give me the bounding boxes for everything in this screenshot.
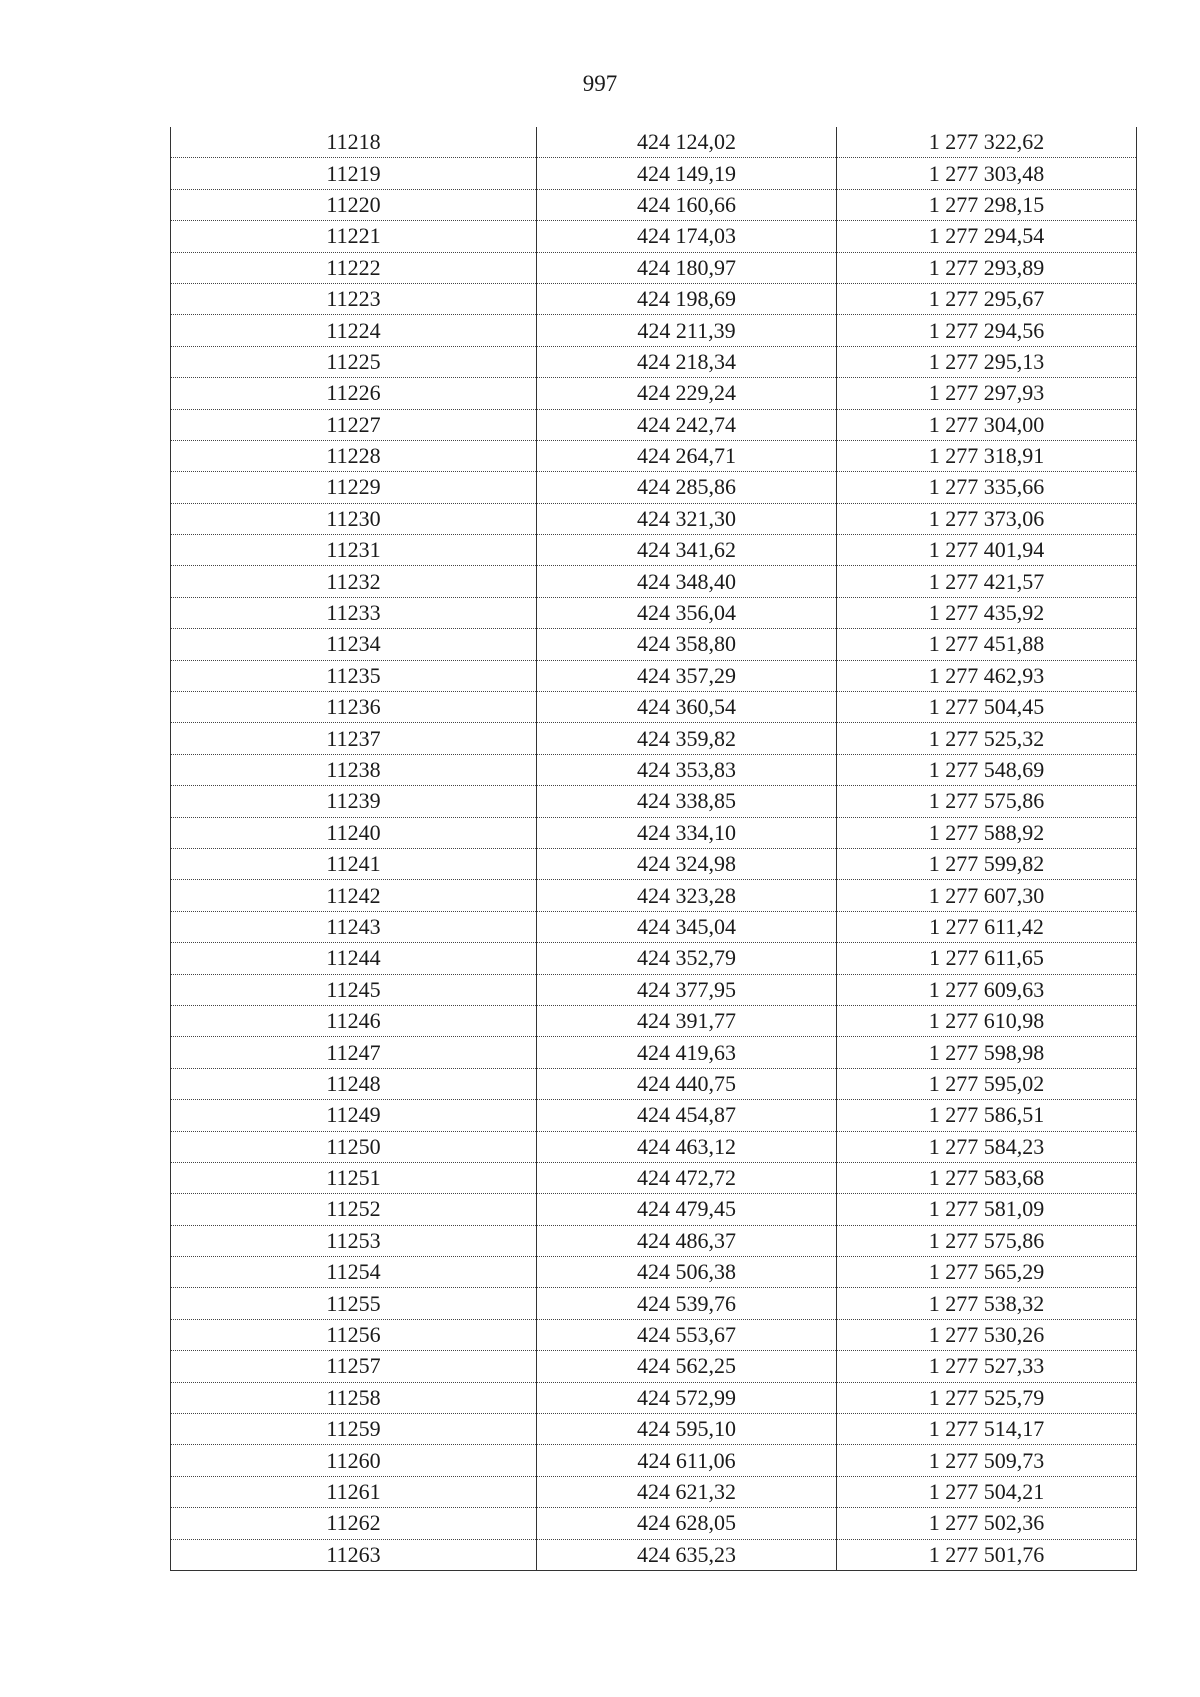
table-row <box>171 1068 1137 1099</box>
x-coordinate-cell: 424 124,02 <box>537 127 837 158</box>
table-row <box>171 880 1137 911</box>
x-coordinate-cell: 424 345,04 <box>537 911 837 942</box>
x-coordinate-cell: 424 611,06 <box>537 1445 837 1476</box>
table-row <box>171 1162 1137 1193</box>
x-coordinate-cell: 424 180,97 <box>537 252 837 283</box>
x-coordinate-cell: 424 198,69 <box>537 283 837 314</box>
x-coordinate-cell: 424 323,28 <box>537 880 837 911</box>
y-coordinate-cell: 1 277 548,69 <box>837 754 1137 785</box>
x-coordinate-cell: 424 334,10 <box>537 817 837 848</box>
table-row <box>171 943 1137 974</box>
point-number-cell: 11238 <box>171 754 537 785</box>
point-number-cell: 11246 <box>171 1005 537 1036</box>
point-number-cell: 11229 <box>171 472 537 503</box>
point-number-cell: 11231 <box>171 535 537 566</box>
point-number-cell: 11258 <box>171 1382 537 1413</box>
point-number-cell: 11235 <box>171 660 537 691</box>
y-coordinate-cell: 1 277 303,48 <box>837 158 1137 189</box>
point-number-cell: 11254 <box>171 1257 537 1288</box>
y-coordinate-cell: 1 277 530,26 <box>837 1319 1137 1350</box>
table-row <box>171 1257 1137 1288</box>
x-coordinate-cell: 424 621,32 <box>537 1476 837 1507</box>
point-number-cell: 11263 <box>171 1539 537 1570</box>
table-row <box>171 786 1137 817</box>
point-number-cell: 11221 <box>171 221 537 252</box>
y-coordinate-cell: 1 277 421,57 <box>837 566 1137 597</box>
y-coordinate-cell: 1 277 504,45 <box>837 692 1137 723</box>
point-number-cell: 11220 <box>171 189 537 220</box>
table-row <box>171 346 1137 377</box>
coordinates-table <box>170 127 1137 1571</box>
table-row <box>171 1351 1137 1382</box>
table-row <box>171 440 1137 471</box>
point-number-cell: 11232 <box>171 566 537 597</box>
point-number-cell: 11230 <box>171 503 537 534</box>
point-number-cell: 11256 <box>171 1319 537 1350</box>
x-coordinate-cell: 424 595,10 <box>537 1414 837 1445</box>
x-coordinate-cell: 424 160,66 <box>537 189 837 220</box>
point-number-cell: 11223 <box>171 283 537 314</box>
x-coordinate-cell: 424 264,71 <box>537 440 837 471</box>
x-coordinate-cell: 424 377,95 <box>537 974 837 1005</box>
y-coordinate-cell: 1 277 588,92 <box>837 817 1137 848</box>
point-number-cell: 11228 <box>171 440 537 471</box>
x-coordinate-cell: 424 463,12 <box>537 1131 837 1162</box>
point-number-cell: 11225 <box>171 346 537 377</box>
point-number-cell: 11224 <box>171 315 537 346</box>
x-coordinate-cell: 424 356,04 <box>537 597 837 628</box>
y-coordinate-cell: 1 277 504,21 <box>837 1476 1137 1507</box>
point-number-cell: 11219 <box>171 158 537 189</box>
y-coordinate-cell: 1 277 501,76 <box>837 1539 1137 1570</box>
table-row <box>171 1194 1137 1225</box>
point-number-cell: 11236 <box>171 692 537 723</box>
x-coordinate-cell: 424 419,63 <box>537 1037 837 1068</box>
x-coordinate-cell: 424 324,98 <box>537 848 837 879</box>
x-coordinate-cell: 424 174,03 <box>537 221 837 252</box>
y-coordinate-cell: 1 277 294,54 <box>837 221 1137 252</box>
y-coordinate-cell: 1 277 509,73 <box>837 1445 1137 1476</box>
point-number-cell: 11261 <box>171 1476 537 1507</box>
table-row <box>171 1037 1137 1068</box>
point-number-cell: 11251 <box>171 1162 537 1193</box>
table-row <box>171 692 1137 723</box>
table-row <box>171 221 1137 252</box>
y-coordinate-cell: 1 277 583,68 <box>837 1162 1137 1193</box>
y-coordinate-cell: 1 277 525,79 <box>837 1382 1137 1413</box>
table-row <box>171 597 1137 628</box>
x-coordinate-cell: 424 321,30 <box>537 503 837 534</box>
y-coordinate-cell: 1 277 609,63 <box>837 974 1137 1005</box>
x-coordinate-cell: 424 358,80 <box>537 629 837 660</box>
table-row <box>171 1005 1137 1036</box>
y-coordinate-cell: 1 277 373,06 <box>837 503 1137 534</box>
x-coordinate-cell: 424 539,76 <box>537 1288 837 1319</box>
point-number-cell: 11233 <box>171 597 537 628</box>
y-coordinate-cell: 1 277 462,93 <box>837 660 1137 691</box>
point-number-cell: 11237 <box>171 723 537 754</box>
x-coordinate-cell: 424 285,86 <box>537 472 837 503</box>
point-number-cell: 11255 <box>171 1288 537 1319</box>
y-coordinate-cell: 1 277 401,94 <box>837 535 1137 566</box>
y-coordinate-cell: 1 277 295,13 <box>837 346 1137 377</box>
table-row <box>171 1414 1137 1445</box>
table-row <box>171 723 1137 754</box>
y-coordinate-cell: 1 277 607,30 <box>837 880 1137 911</box>
x-coordinate-cell: 424 572,99 <box>537 1382 837 1413</box>
y-coordinate-cell: 1 277 584,23 <box>837 1131 1137 1162</box>
x-coordinate-cell: 424 341,62 <box>537 535 837 566</box>
table-row <box>171 409 1137 440</box>
x-coordinate-cell: 424 553,67 <box>537 1319 837 1350</box>
x-coordinate-cell: 424 211,39 <box>537 315 837 346</box>
point-number-cell: 11250 <box>171 1131 537 1162</box>
point-number-cell: 11249 <box>171 1100 537 1131</box>
y-coordinate-cell: 1 277 451,88 <box>837 629 1137 660</box>
x-coordinate-cell: 424 149,19 <box>537 158 837 189</box>
table-row <box>171 660 1137 691</box>
table-row <box>171 974 1137 1005</box>
y-coordinate-cell: 1 277 527,33 <box>837 1351 1137 1382</box>
table-row <box>171 472 1137 503</box>
table-row <box>171 158 1137 189</box>
y-coordinate-cell: 1 277 304,00 <box>837 409 1137 440</box>
y-coordinate-cell: 1 277 293,89 <box>837 252 1137 283</box>
x-coordinate-cell: 424 472,72 <box>537 1162 837 1193</box>
table-row <box>171 911 1137 942</box>
point-number-cell: 11226 <box>171 378 537 409</box>
table-row <box>171 1225 1137 1256</box>
point-number-cell: 11241 <box>171 848 537 879</box>
x-coordinate-cell: 424 562,25 <box>537 1351 837 1382</box>
y-coordinate-cell: 1 277 525,32 <box>837 723 1137 754</box>
point-number-cell: 11260 <box>171 1445 537 1476</box>
x-coordinate-cell: 424 628,05 <box>537 1508 837 1539</box>
y-coordinate-cell: 1 277 514,17 <box>837 1414 1137 1445</box>
table-row <box>171 1288 1137 1319</box>
y-coordinate-cell: 1 277 611,42 <box>837 911 1137 942</box>
y-coordinate-cell: 1 277 595,02 <box>837 1068 1137 1099</box>
x-coordinate-cell: 424 218,34 <box>537 346 837 377</box>
y-coordinate-cell: 1 277 435,92 <box>837 597 1137 628</box>
x-coordinate-cell: 424 353,83 <box>537 754 837 785</box>
x-coordinate-cell: 424 348,40 <box>537 566 837 597</box>
table-row <box>171 252 1137 283</box>
y-coordinate-cell: 1 277 295,67 <box>837 283 1137 314</box>
x-coordinate-cell: 424 338,85 <box>537 786 837 817</box>
y-coordinate-cell: 1 277 322,62 <box>837 127 1137 158</box>
x-coordinate-cell: 424 352,79 <box>537 943 837 974</box>
x-coordinate-cell: 424 242,74 <box>537 409 837 440</box>
table-row <box>171 315 1137 346</box>
table-row <box>171 127 1137 158</box>
y-coordinate-cell: 1 277 502,36 <box>837 1508 1137 1539</box>
x-coordinate-cell: 424 357,29 <box>537 660 837 691</box>
table-row <box>171 817 1137 848</box>
point-number-cell: 11243 <box>171 911 537 942</box>
x-coordinate-cell: 424 506,38 <box>537 1257 837 1288</box>
table-row <box>171 1508 1137 1539</box>
table-row <box>171 1319 1137 1350</box>
point-number-cell: 11240 <box>171 817 537 848</box>
point-number-cell: 11227 <box>171 409 537 440</box>
y-coordinate-cell: 1 277 581,09 <box>837 1194 1137 1225</box>
y-coordinate-cell: 1 277 599,82 <box>837 848 1137 879</box>
point-number-cell: 11252 <box>171 1194 537 1225</box>
x-coordinate-cell: 424 391,77 <box>537 1005 837 1036</box>
x-coordinate-cell: 424 360,54 <box>537 692 837 723</box>
point-number-cell: 11248 <box>171 1068 537 1099</box>
table-row <box>171 1539 1137 1570</box>
table-row <box>171 283 1137 314</box>
y-coordinate-cell: 1 277 297,93 <box>837 378 1137 409</box>
page-number: 997 <box>582 71 618 96</box>
table-row <box>171 629 1137 660</box>
table-row <box>171 1445 1137 1476</box>
x-coordinate-cell: 424 486,37 <box>537 1225 837 1256</box>
point-number-cell: 11239 <box>171 786 537 817</box>
y-coordinate-cell: 1 277 611,65 <box>837 943 1137 974</box>
table-row <box>171 1100 1137 1131</box>
y-coordinate-cell: 1 277 538,32 <box>837 1288 1137 1319</box>
point-number-cell: 11218 <box>171 127 537 158</box>
point-number-cell: 11234 <box>171 629 537 660</box>
x-coordinate-cell: 424 454,87 <box>537 1100 837 1131</box>
point-number-cell: 11259 <box>171 1414 537 1445</box>
x-coordinate-cell: 424 479,45 <box>537 1194 837 1225</box>
coordinates-table-body <box>171 127 1137 1570</box>
table-row <box>171 535 1137 566</box>
y-coordinate-cell: 1 277 610,98 <box>837 1005 1137 1036</box>
point-number-cell: 11242 <box>171 880 537 911</box>
table-row <box>171 1382 1137 1413</box>
x-coordinate-cell: 424 440,75 <box>537 1068 837 1099</box>
y-coordinate-cell: 1 277 575,86 <box>837 786 1137 817</box>
table-row <box>171 1476 1137 1507</box>
point-number-cell: 11244 <box>171 943 537 974</box>
point-number-cell: 11257 <box>171 1351 537 1382</box>
y-coordinate-cell: 1 277 294,56 <box>837 315 1137 346</box>
point-number-cell: 11247 <box>171 1037 537 1068</box>
point-number-cell: 11253 <box>171 1225 537 1256</box>
x-coordinate-cell: 424 229,24 <box>537 378 837 409</box>
table-row <box>171 189 1137 220</box>
y-coordinate-cell: 1 277 575,86 <box>837 1225 1137 1256</box>
x-coordinate-cell: 424 359,82 <box>537 723 837 754</box>
table-row <box>171 754 1137 785</box>
table-row <box>171 1131 1137 1162</box>
y-coordinate-cell: 1 277 298,15 <box>837 189 1137 220</box>
y-coordinate-cell: 1 277 318,91 <box>837 440 1137 471</box>
table-row <box>171 566 1137 597</box>
point-number-cell: 11222 <box>171 252 537 283</box>
y-coordinate-cell: 1 277 598,98 <box>837 1037 1137 1068</box>
y-coordinate-cell: 1 277 335,66 <box>837 472 1137 503</box>
table-row <box>171 378 1137 409</box>
x-coordinate-cell: 424 635,23 <box>537 1539 837 1570</box>
y-coordinate-cell: 1 277 586,51 <box>837 1100 1137 1131</box>
point-number-cell: 11262 <box>171 1508 537 1539</box>
y-coordinate-cell: 1 277 565,29 <box>837 1257 1137 1288</box>
point-number-cell: 11245 <box>171 974 537 1005</box>
table-row <box>171 503 1137 534</box>
table-row <box>171 848 1137 879</box>
